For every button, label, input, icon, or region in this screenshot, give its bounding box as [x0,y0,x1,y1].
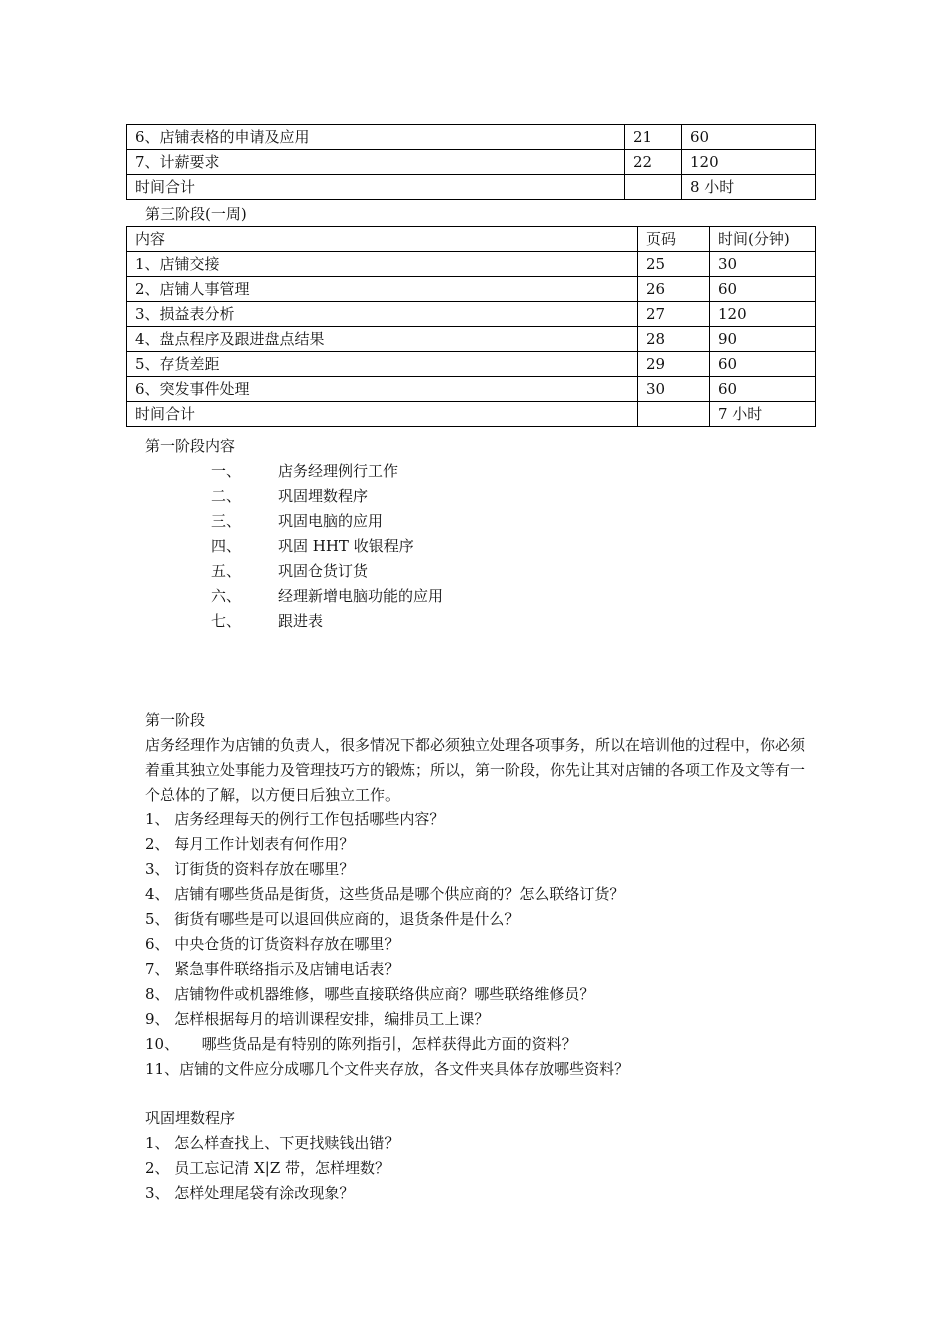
row-content: 3、损益表分析 [127,302,638,327]
row-content: 4、盘点程序及跟进盘点结果 [127,327,638,352]
row-page: 21 [625,125,682,150]
question-item: 2、 员工忘记清 X|Z 带，怎样埋数？ [145,1159,391,1177]
row-page: 30 [638,377,710,402]
table-row [127,125,816,150]
question-item: 3、 怎样处理尾袋有涂改现象？ [145,1184,355,1202]
header-time: 时间(分钟) [710,227,816,252]
row-content: 时间合计 [127,175,625,200]
question-item: 11、店铺的文件应分成哪几个文件夹存放，各文件夹具体存放哪些资料？ [145,1060,630,1078]
table-row [127,352,816,377]
row-content: 6、店铺表格的申请及应用 [127,125,625,150]
question-item: 1、 店务经理每天的例行工作包括哪些内容？ [145,810,445,828]
table-row [127,302,816,327]
outline-number: 六、 [211,587,242,605]
row-page: 28 [638,327,710,352]
table-row-total [127,402,816,427]
question-item: 5、 街货有哪些是可以退回供应商的，退货条件是什么？ [145,910,520,928]
table-row [127,377,816,402]
table-row [127,252,816,277]
question-item: 2、 每月工作计划表有何作用？ [145,835,355,853]
row-content: 5、存货差距 [127,352,638,377]
header-page: 页码 [638,227,710,252]
outline-number: 七、 [211,612,242,630]
outline-text: 跟进表 [278,612,324,630]
row-time: 60 [682,125,816,150]
question-item: 9、 怎样根据每月的培训课程安排，编排员工上课？ [145,1010,490,1028]
question-item: 4、 店铺有哪些货品是街货，这些货品是哪个供应商的？怎么联络订货？ [145,885,625,903]
row-time: 60 [710,377,816,402]
outline-text: 巩固电脑的应用 [278,512,384,530]
row-content: 7、计薪要求 [127,150,625,175]
table-header-row [127,227,816,252]
table-row-total [127,175,816,200]
outline-number: 四、 [211,537,242,555]
consolidate-title: 巩固埋数程序 [145,1109,236,1127]
row-time: 30 [710,252,816,277]
question-item: 8、 店铺物件或机器维修，哪些直接联络供应商？哪些联络维修员？ [145,985,595,1003]
row-time: 90 [710,327,816,352]
row-content: 6、突发事件处理 [127,377,638,402]
outline-text: 巩固仓货订货 [278,562,369,580]
stage1-intro-paragraph: 店务经理作为店铺的负责人，很多情况下都必须独立处理各项事务，所以在培训他的过程中，你必须着重其独立处事能力及管理技巧方的锻炼；所以，第一阶段，你先让其对店铺的各项工作及文等有一个总体的了解，以方便日后独立工作。 [145,736,806,804]
row-time: 120 [710,302,816,327]
row-page: 22 [625,150,682,175]
outline-number: 二、 [211,487,242,505]
row-page [625,175,682,200]
outline-number: 一、 [211,462,242,480]
row-time: 8 小时 [682,175,816,200]
outline-number: 五、 [211,562,242,580]
row-page: 29 [638,352,710,377]
outline-text: 巩固埋数程序 [278,487,369,505]
question-item: 10、 哪些货品是有特别的陈列指引，怎样获得此方面的资料？ [145,1035,577,1053]
row-page: 26 [638,277,710,302]
outline-text: 店务经理例行工作 [278,462,399,480]
stage1-title: 第一阶段 [145,711,206,729]
header-content: 内容 [127,227,638,252]
question-item: 6、 中央仓货的订货资料存放在哪里？ [145,935,400,953]
row-content: 1、店铺交接 [127,252,638,277]
question-item: 1、 怎么样查找上、下更找赎钱出错？ [145,1134,400,1152]
row-time: 7 小时 [710,402,816,427]
row-time: 60 [710,352,816,377]
outline-text: 经理新增电脑功能的应用 [278,587,444,605]
question-item: 3、 订街货的资料存放在哪里？ [145,860,355,878]
stage2-schedule-table [126,124,816,200]
table-row [127,327,816,352]
stage3-title: 第三阶段(一周) [145,205,247,223]
stage1-outline-title: 第一阶段内容 [145,437,236,455]
row-time: 60 [710,277,816,302]
row-page: 27 [638,302,710,327]
outline-number: 三、 [211,512,242,530]
table-row [127,150,816,175]
row-time: 120 [682,150,816,175]
table-row [127,277,816,302]
row-page [638,402,710,427]
stage3-schedule-table [126,226,816,427]
question-item: 7、 紧急事件联络指示及店铺电话表？ [145,960,400,978]
row-content: 时间合计 [127,402,638,427]
row-page: 25 [638,252,710,277]
outline-text: 巩固 HHT 收银程序 [278,537,414,555]
row-content: 2、店铺人事管理 [127,277,638,302]
